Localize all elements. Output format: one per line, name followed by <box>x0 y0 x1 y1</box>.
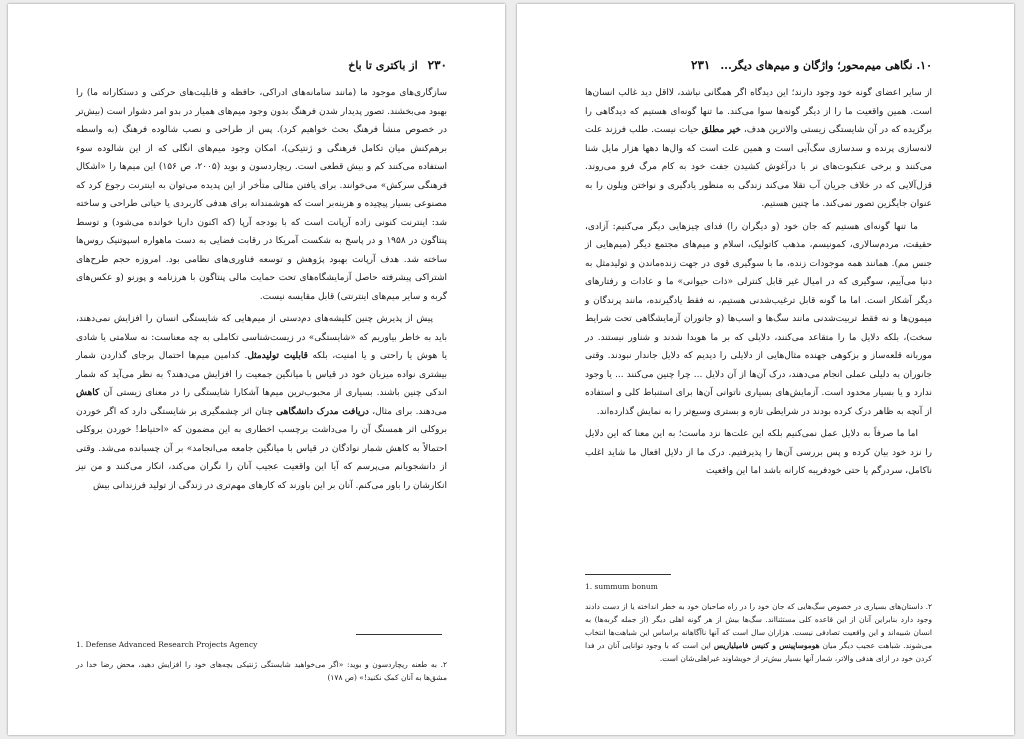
left-page <box>8 4 505 735</box>
left-paragraph-2: پیش از پذیرش چنین کلیشه‌های دم‌دستی از میم‌هایی که شایستگی انسان را افزایش نمی‌دهند، باید به خاطر بیاوریم که «شایستگی» در زیست‌شناسی تکاملی به چه معناست: نه سلامتی یا شادی یا هوش یا راحتی و یا امنیت، بلکه قابلیت تولیدمثل. کدامین میم‌ها احتمال برجای گذاردن شمار بیشتری نواده میزبان خود در قیاس با میانگین جمعیت را افزایش می‌دهند؟ به نظر می‌آید که شمار اندکی چنین باشند. بسیاری از محبوب‌ترین میم‌ها آشکارا شایستگی را در معنای زیستی آن کاهش می‌دهند. برای مثال، دریافت مدرک دانشگاهی چنان اثر چشمگیری بر شایستگی دارد که اگر خوردن بروکلی اثر همسنگ آن را می‌داشت برچسب اخطاری به این مضمون که «احتیاط! خوردن بروکلی احتمالاً به کاهش شمار نوادگان در قیاس با میانگین جامعه می‌انجامد» بر آن چسبانده می‌شد. وقتی از دانشجویانم می‌پرسم که آیا این واقعیت عجیب آنان را نگران می‌کند، انکار می‌کنند و من نیز انکارشان را باور می‌کنم. آنان بر این باورند که کارهای مهم‌تری در زندگی از تولید فرزندانی بیش <box>76 314 447 491</box>
right-paragraph-2: ما تنها گونه‌ای هستیم که جان خود (و دیگران را) فدای چیزهایی دیگر می‌کنیم: آزادی، حقیقت، مردم‌سالاری، کمونیسم، مذهب کاتولیک، اسلام و میم‌های مجتمع دیگر (میم‌هایی از جنس مم). همانند همه موجودات زنده، ما با سوگیری قوی در جهت زنده‌ماندن و تولیدمثل به دنیا می‌آییم، سوگیری که در امیال غیر قابل کنترلی «ذات حیوانی» ما و عادات و رفتارهای دیگر آشکار است. اما ما گونه قابل ترغیب‌شدنی هستیم، نه فقط یادگیرنده، مانند پرندگان و میمون‌ها و نه فقط تربیت‌شدنی مانند سگ‌ها و اسب‌ها (و جانوران آزمایشگاهی تحت شرایط سخت)، بلکه دلایل ما را متقاعد می‌کنند، دلایلی که بر ما هویدا شدند و شناور نیستند. در موربانه قلعه‌ساز و بزکوهی جهنده مثال‌هایی از دلایلی را دیدیم که دلایل جاندار نبودند. وقتی جانوران به دلیلی عملی انجام می‌دهند، درک آن‌ها از آن دلایل ... چرا چنین می‌کنند ... یا وجود ندارد و یا بسیار محدود است. آزمایش‌های بسیاری ناتوانی آن‌ها برای استنباط کلی و استفاده از آنچه به ظاهر درک کرده بودند در شرایطی تازه و بستری وسیع‌تر را به نمایش گذارده‌اند. <box>585 221 932 417</box>
right-paragraph-3: اما ما صرفاً به دلایل عمل نمی‌کنیم بلکه این علت‌ها نزد ماست؛ به این معنا که این دلایل را نزد خود بیان کرده و پس بررسی آن‌ها را پذیرفتیم. درک ما از دلایل افعال ما شاید اغلب ناکامل، سردرگم یا حتی خودفریبه کارانه باشد اما این واقعیت <box>585 429 932 476</box>
left-page-header <box>348 56 447 74</box>
left-body-text <box>76 84 447 499</box>
left-footnote-divider <box>356 634 442 635</box>
right-running-title: ۱۰. نگاهی میم‌محور؛ واژگان و میم‌های دیگر... <box>720 58 932 72</box>
left-paragraph-2-example: برای مثال، <box>372 406 413 417</box>
left-paragraph-2-end: چنان اثر چشمگیری بر شایستگی دارد که اگر خوردن بروکلی اثر همسنگ آن را می‌داشت برچسب اخطاری به این مضمون که «احتیاط! خوردن بروکلی احتمالاً به کاهش شمار نوادگان در قیاس با میانگین جامعه می‌انجامد» بر آن چسبانده می‌شد. وقتی از دانشجویانم می‌پرسم که آیا این واقعیت عجیب آنان را نگران می‌کند، انکار می‌کنند و من نیز انکارشان را باور می‌کنم. آنان بر این باورند که کارهای مهم‌تری در زندگی از تولید فرزندانی بیش <box>76 406 447 491</box>
right-paragraph-1 <box>585 84 932 214</box>
right-paragraph-1-a: از سایر اعضای گونه خود وجود دارند؛ این دیدگاه اگر همگانی نباشد، لااقل دید غالب انسان‌ها است. همین واقعیت ما را از دیگر گونه‌ها سوا می‌کند. ما تنها گونه‌ای هستیم که دیدگاهی را برگزیده که در آن شایستگی زیستی والاترین هدف، <box>585 88 932 135</box>
right-footnote-b: این است که با وجود توانایی آنان در فدا کردن خود در ازای هدفی والاتر، شمار آنها بسیار بیش‌تر از خویشاوند غیراهلی‌شان است. <box>585 641 932 663</box>
left-footnote-persian: ۲. به طعنه ریچاردسون و بوید: «اگر می‌خواهید شایستگی ژنتیکی بچه‌های خود را افزایش دهید، محض رضا خدا در مشق‌ها به آنان کمک نکنید!» (ص ۱۷۸) <box>76 660 447 682</box>
right-page-header <box>691 56 932 74</box>
left-paragraph-2-tail: می‌دهند. <box>415 406 447 417</box>
left-paragraph-1: سازگاری‌های موجود ما (مانند سامانه‌های ادراکی، حافظه و قابلیت‌های حرکتی و دستکارانه ما) را بهبود می‌بخشند. تصور پدیدار شدن فرهنگ بدون وجود میم‌های همیار در بدو امر دشوار است (بیش‌تر در خصوص منشأ فرهنگ بحث خواهیم کرد). پس از طراحی و نصب شالوده فرهنگ (به واسطه برهم‌کنش میان تکامل فرهنگی و ژنتیکی)، امکان وجود میم‌های انگلی که از این شالوده سوء استفاده می‌کنند کم و بیش قطعی است. ریچاردسون و بوید (۲۰۰۵، ص ۱۵۶) این میم‌ها را «اشکال فرهنگی سرکش» می‌خوانند. برای یافتن مثالی متأخر از این پدیده می‌توان به اینترنت رجوع کرد که مصنوعی بسیار پیچیده و هزینه‌بر است که هوشمندانه برای هدفی کاربردی یا حیاتی طراحی و ساخته شد: اینترنت کنونی زاده آرپانت است که با بودجه آرپا (که اکنون دارپا خوانده می‌شود) و توسط پنتاگون در ۱۹۵۸ و در پاسخ به شکست آمریکا در رقابت فضایی به دست ماهواره اسپوتنیک روس‌ها ساخته شد. هدف آرپانت بهبود پژوهش و توسعه فناوری‌های نظامی بود. امروزه حجم طرح‌های اشتراکی پیشرفته حاصل آزمایشگاه‌های تحت حمایت مالی پنتاگون با هرزنامه و پورنو (و عکس‌های گربه و سایر میم‌های اینترنتی) قابل مقایسه نیست. <box>76 88 447 302</box>
right-body-text <box>585 84 932 485</box>
bold-term-degree: دریافت مدرک دانشگاهی <box>276 406 369 417</box>
bold-term-species: هوموساپینس و کنیس فامیلیاریس <box>713 641 820 650</box>
right-footnote-divider <box>585 574 671 575</box>
bold-term-reduce: کاهش <box>76 388 100 398</box>
left-running-title: از باکتری تا باخ <box>348 58 418 72</box>
right-footnote-a: ۲. داستان‌های بسیاری در خصوص سگ‌هایی که جان خود را در راه صاحبان خود به خطر انداخته یا از دست دادند وجود دارد بنابراین آنان از این قاعده کلی مستثنااند. سگ‌ها بیش از هر گونه اهلی دیگر (از جمله گربه‌ها) به انسان شبیه‌اند و این واقعیت تصادفی نیست. هزاران سال است که آنها ناآگاهانه براساس این شباهت‌ها انتخاب می‌شوند. شباهت عجیب دیگر میان <box>585 602 932 650</box>
right-footnote-latin: 1. summum bonum <box>585 582 658 591</box>
left-page-number: ۲۳۰ <box>427 58 447 72</box>
left-paragraph-2-cont: کدامین میم‌ها احتمال برجای گذاردن شمار بیشتری نواده میزبان خود در قیاس با میانگین جمعیت را افزایش می‌دهند؟ به نظر می‌آید که شمار اندکی چنین باشند. بسیاری از محبوب‌ترین میم‌ها آشکارا شایستگی را در معنای زیستی آن <box>76 351 447 398</box>
right-paragraph-1-b: حیات نیست. طلب فرزند علت لانه‌سازی پرنده و سدسازی سگ‌آبی است و همین علت است که وال‌ها دهها هزار مایل شنا می‌کنند و برخی عنکبوت‌های نر با درآغوش کشیدن جفت خود به کام مرگ فرو می‌روند. قزل‌آلایی که در خلاف جریان آب تقلا می‌کند زندگی به منظور یادگیری و نواختن ویلون را به عنوان جایگزین تصور نمی‌کند. ما چنین هستیم. <box>585 125 932 209</box>
bold-term-summum: خیر مطلق <box>701 125 741 135</box>
right-page-number: ۲۳۱ <box>691 58 711 72</box>
left-paragraph-2-text: پیش از پذیرش چنین کلیشه‌های دم‌دستی از میم‌هایی که شایستگی انسان را افزایش نمی‌دهند، باید به خاطر بیاوریم که «شایستگی» در زیست‌شناسی تکاملی به چه معناست: نه سلامتی یا شادی یا هوش یا راحتی و یا امنیت، بلکه <box>76 314 447 361</box>
bold-term-fitness: قابلیت تولیدمثل <box>247 351 308 361</box>
left-footnote-latin: 1. Defense Advanced Research Projects Agency <box>76 640 258 649</box>
right-page <box>517 4 1014 735</box>
right-footnote-persian <box>585 600 932 665</box>
